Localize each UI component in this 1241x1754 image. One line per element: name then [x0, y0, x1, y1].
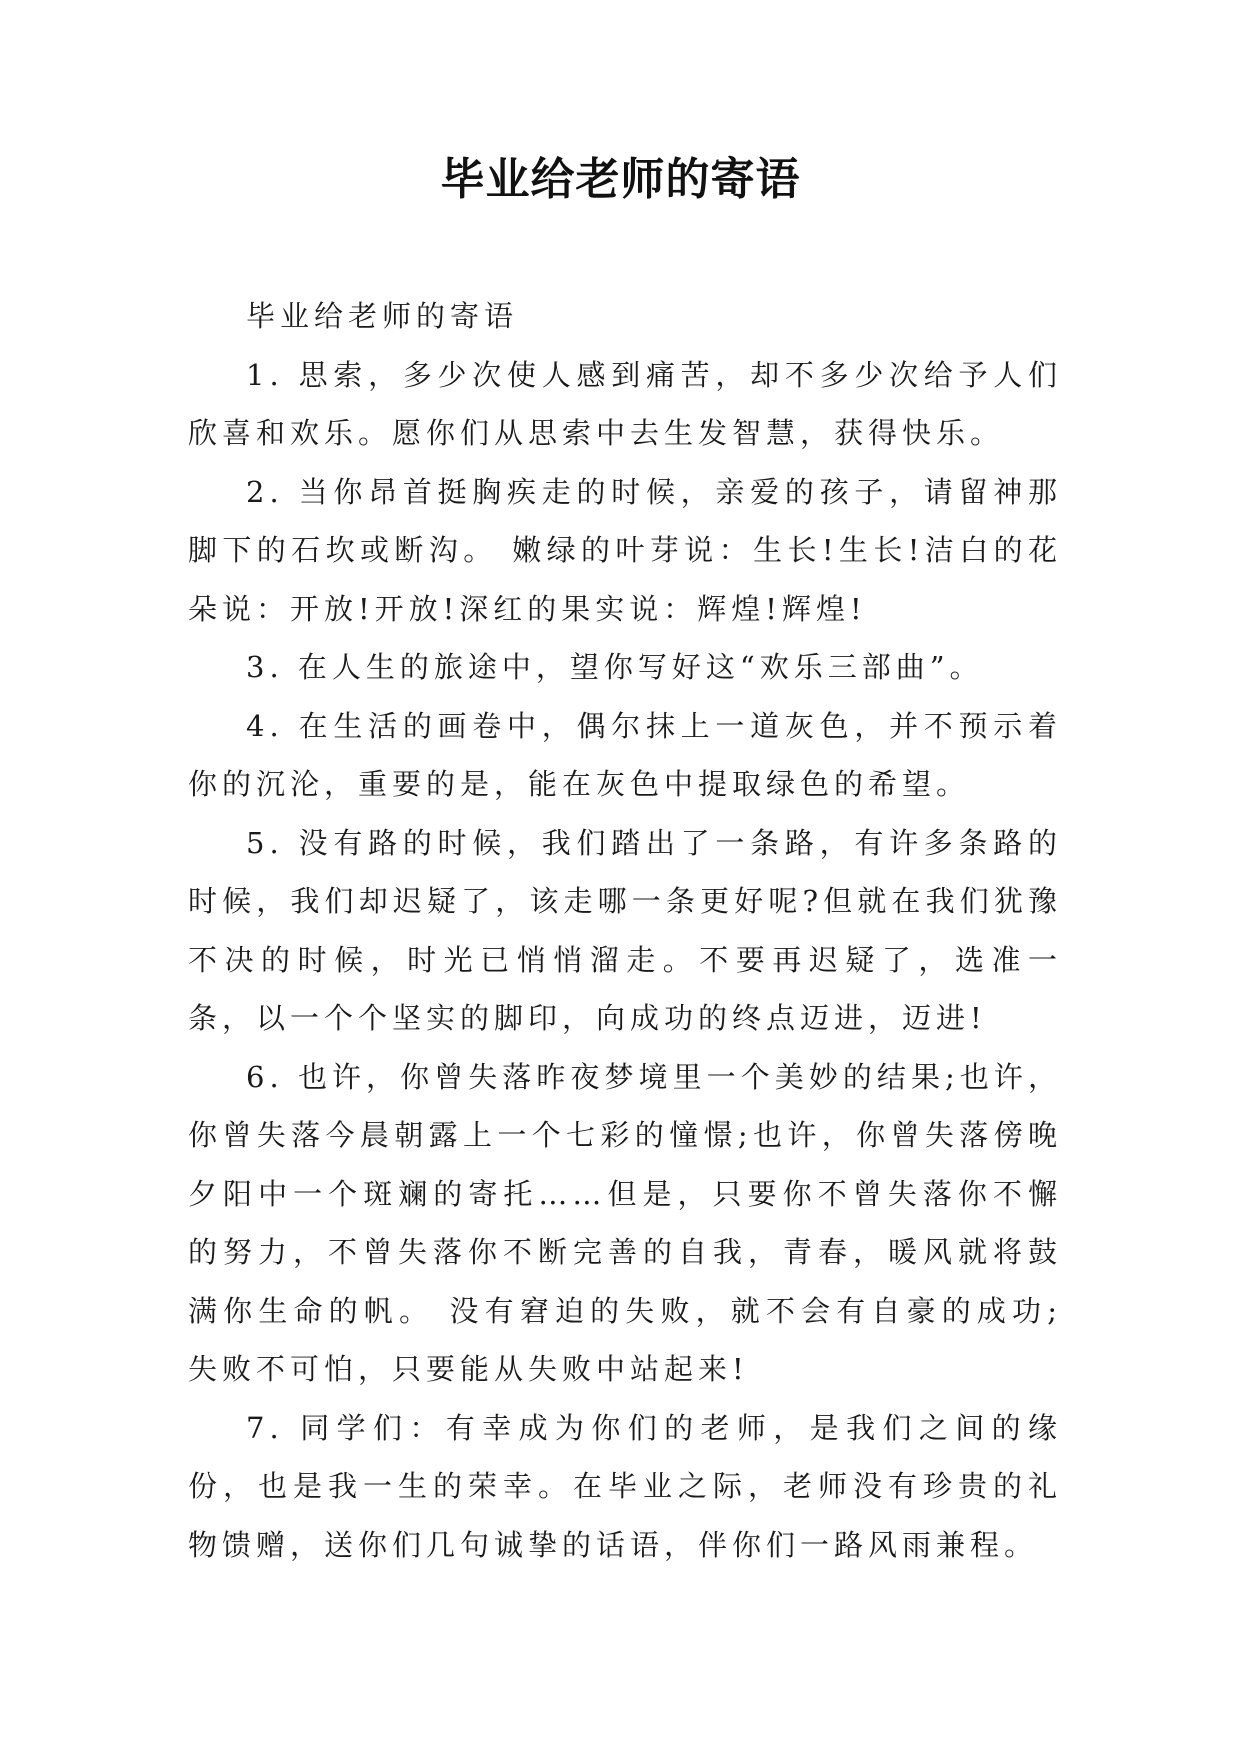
document-title: 毕业给老师的寄语 [440, 154, 801, 205]
paragraph-subtitle: 毕业给老师的寄语 [246, 299, 519, 333]
paragraph-1: 1. 思索，多少次使人感到痛苦，却不多少次给予人们欣喜和欢乐。愿你们从思索中去生发智慧，获得快乐。 [188, 357, 1062, 450]
paragraph-4: 4. 在生活的画卷中，偶尔抹上一道灰色，并不预示着你的沉沦，重要的是，能在灰色中提取绿色的希望。 [188, 708, 1062, 801]
paragraph-7: 7. 同学们：有幸成为你们的老师，是我们之间的缘份，也是我一生的荣幸。在毕业之际，老师没有珍贵的礼物馈赠，送你们几句诚挚的话语，伴你们一路风雨兼程。 [188, 1410, 1062, 1562]
document-body [188, 287, 1062, 1574]
paragraph-5: 5. 没有路的时候，我们踏出了一条路，有许多条路的时候，我们却迟疑了，该走哪一条更好呢?但就在我们犹豫不决的时候，时光已悄悄溜走。不要再迟疑了，选准一条，以一个个坚实的脚印，向成功的终点迈进，迈进! [188, 825, 1062, 1035]
paragraph-3: 3. 在人生的旅途中，望你写好这“欢乐三部曲”。 [246, 650, 984, 684]
paragraph-2: 2. 当你昂首挺胸疾走的时候，亲爱的孩子，请留神那脚下的石坎或断沟。 嫩绿的叶芽说：生长!生长!洁白的花朵说：开放!开放!深红的果实说：辉煌!辉煌! [188, 474, 1062, 626]
paragraph-6: 6. 也许，你曾失落昨夜梦境里一个美妙的结果;也许，你曾失落今晨朝露上一个七彩的憧憬;也许，你曾失落傍晚夕阳中一个斑斓的寄托……但是，只要你不曾失落你不懈的努力，不曾失落你不断完善的自我，青春，暖风就将鼓满你生命的帆。 没有窘迫的失败，就不会有自豪的成功;失败不可怕，只要能从失败中站起来! [188, 1059, 1062, 1386]
